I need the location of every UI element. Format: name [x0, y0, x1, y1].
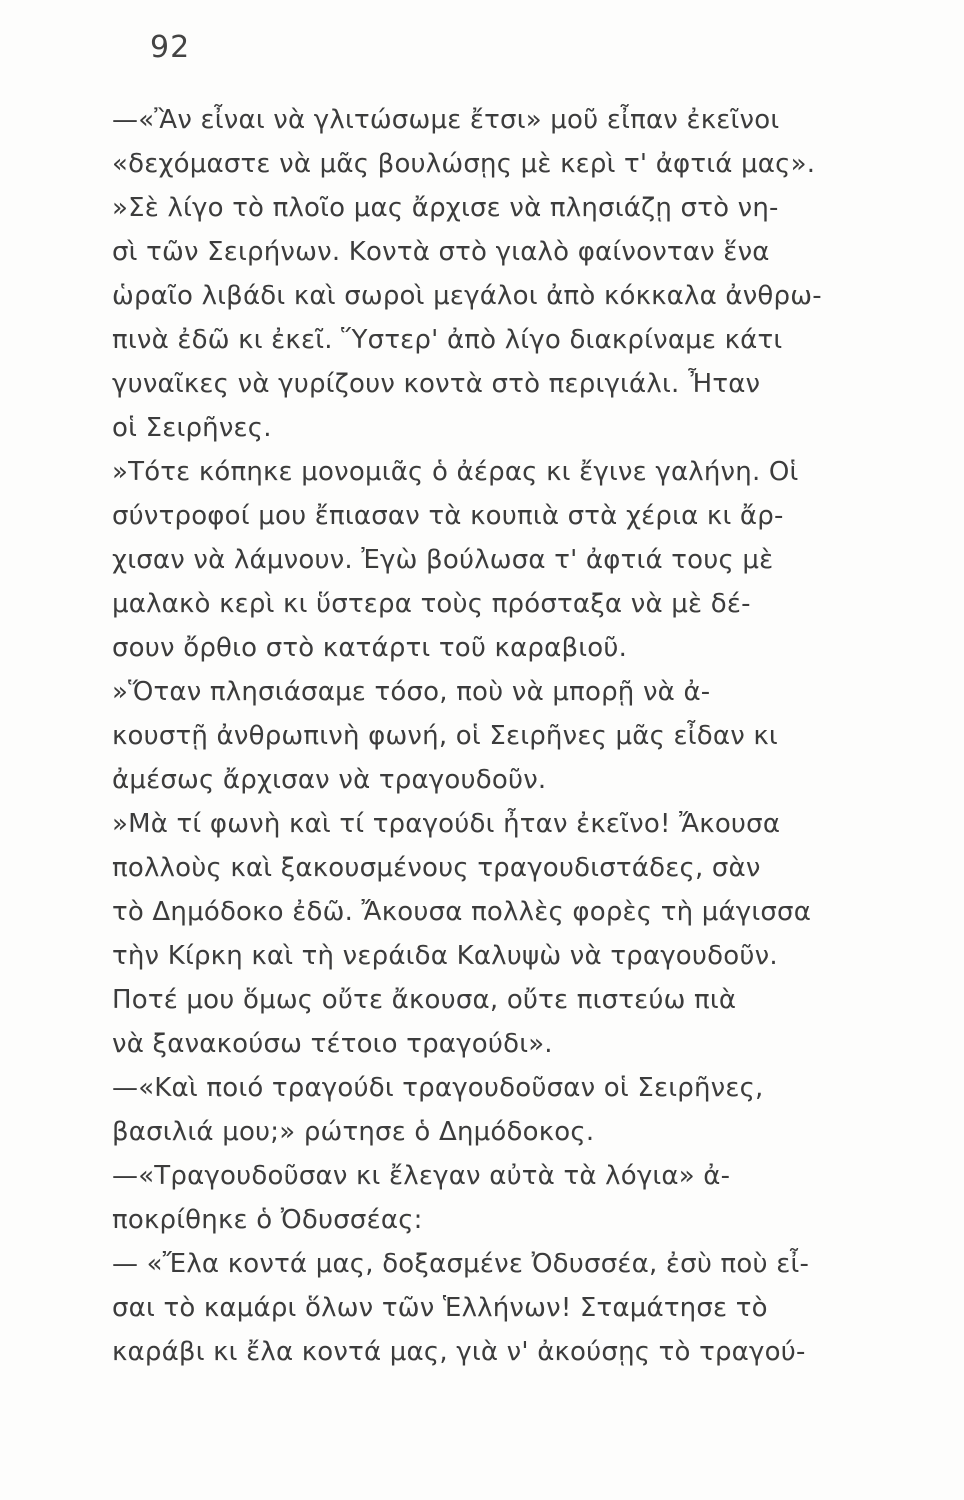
text-line: σὶ τῶν Σειρήνων. Κοντὰ στὸ γιαλὸ φαίνονταν ἕνα [112, 237, 770, 267]
text-line: »Ὅταν πλησιάσαμε τόσο, ποὺ νὰ μπορῇ νὰ ἀ- [112, 677, 711, 707]
text-line: χισαν νὰ λάμνουν. Ἐγὼ βούλωσα τ' ἀφτιά τους μὲ [112, 545, 774, 575]
text-line: καράβι κι ἔλα κοντά μας, γιὰ ν' ἀκούσῃς τὸ τραγού- [112, 1337, 806, 1367]
text-line: πολλοὺς καὶ ξακουσμένους τραγουδιστάδες, σὰν [112, 853, 761, 883]
text-line: ὡραῖο λιβάδι καὶ σωροὶ μεγάλοι ἀπὸ κόκκαλα ἀνθρω- [112, 281, 822, 311]
text-line: σουν ὄρθιο στὸ κατάρτι τοῦ καραβιοῦ. [112, 633, 628, 663]
text-line: νὰ ξανακούσω τέτοιο τραγούδι». [112, 1029, 553, 1059]
text-line: — «Ἔλα κοντά μας, δοξασμένε Ὀδυσσέα, ἐσὺ ποὺ εἶ- [112, 1249, 810, 1279]
text-line: —«Καὶ ποιό τραγούδι τραγουδοῦσαν οἱ Σειρῆνες, [112, 1073, 764, 1103]
text-line: «δεχόμαστε νὰ μᾶς βουλώσῃς μὲ κερὶ τ' ἀφτιά μας». [112, 149, 816, 179]
text-line: »Τότε κόπηκε μονομιᾶς ὁ ἀέρας κι ἔγινε γαλήνη. Οἱ [112, 457, 799, 487]
text-line: ποκρίθηκε ὁ Ὀδυσσέας: [112, 1205, 423, 1235]
text-line: τὴν Κίρκη καὶ τὴ νεράιδα Καλυψὼ νὰ τραγουδοῦν. [112, 941, 778, 971]
text-line: »Σὲ λίγο τὸ πλοῖο μας ἄρχισε νὰ πλησιάζῃ στὸ νη- [112, 193, 779, 223]
text-line: τὸ Δημόδοκο ἐδῶ. Ἄκουσα πολλὲς φορὲς τὴ μάγισσα [112, 897, 812, 927]
text-line: Ποτέ μου ὅμως οὔτε ἄκουσα, οὔτε πιστεύω πιὰ [112, 985, 737, 1015]
text-line: μαλακὸ κερὶ κι ὕστερα τοὺς πρόσταξα νὰ μὲ δέ- [112, 589, 751, 619]
page-number: 92 [150, 30, 191, 65]
text-line: βασιλιά μου;» ρώτησε ὁ Δημόδοκος. [112, 1117, 595, 1147]
text-line: οἱ Σειρῆνες. [112, 413, 272, 443]
text-line: πινὰ ἐδῶ κι ἐκεῖ. Ὕστερ' ἀπὸ λίγο διακρίναμε κάτι [112, 325, 783, 355]
text-line: —«Ἂν εἶναι νὰ γλιτώσωμε ἔτσι» μοῦ εἶπαν ἐκεῖνοι [112, 105, 780, 135]
text-line: σαι τὸ καμάρι ὅλων τῶν Ἑλλήνων! Σταμάτησε τὸ [112, 1293, 768, 1323]
text-line: γυναῖκες νὰ γυρίζουν κοντὰ στὸ περιγιάλι. Ἦταν [112, 369, 761, 399]
text-line: »Μὰ τί φωνὴ καὶ τί τραγούδι ἦταν ἐκεῖνο! Ἄκουσα [112, 809, 781, 839]
text-line: σύντροφοί μου ἔπιασαν τὰ κουπιὰ στὰ χέρια κι ἄρ- [112, 501, 784, 531]
text-line: κουστῇ ἀνθρωπινὴ φωνή, οἱ Σειρῆνες μᾶς εἶδαν κι [112, 721, 778, 751]
text-line: —«Τραγουδοῦσαν κι ἔλεγαν αὐτὰ τὰ λόγια» ἀ- [112, 1161, 731, 1191]
text-line: ἀμέσως ἄρχισαν νὰ τραγουδοῦν. [112, 765, 547, 795]
